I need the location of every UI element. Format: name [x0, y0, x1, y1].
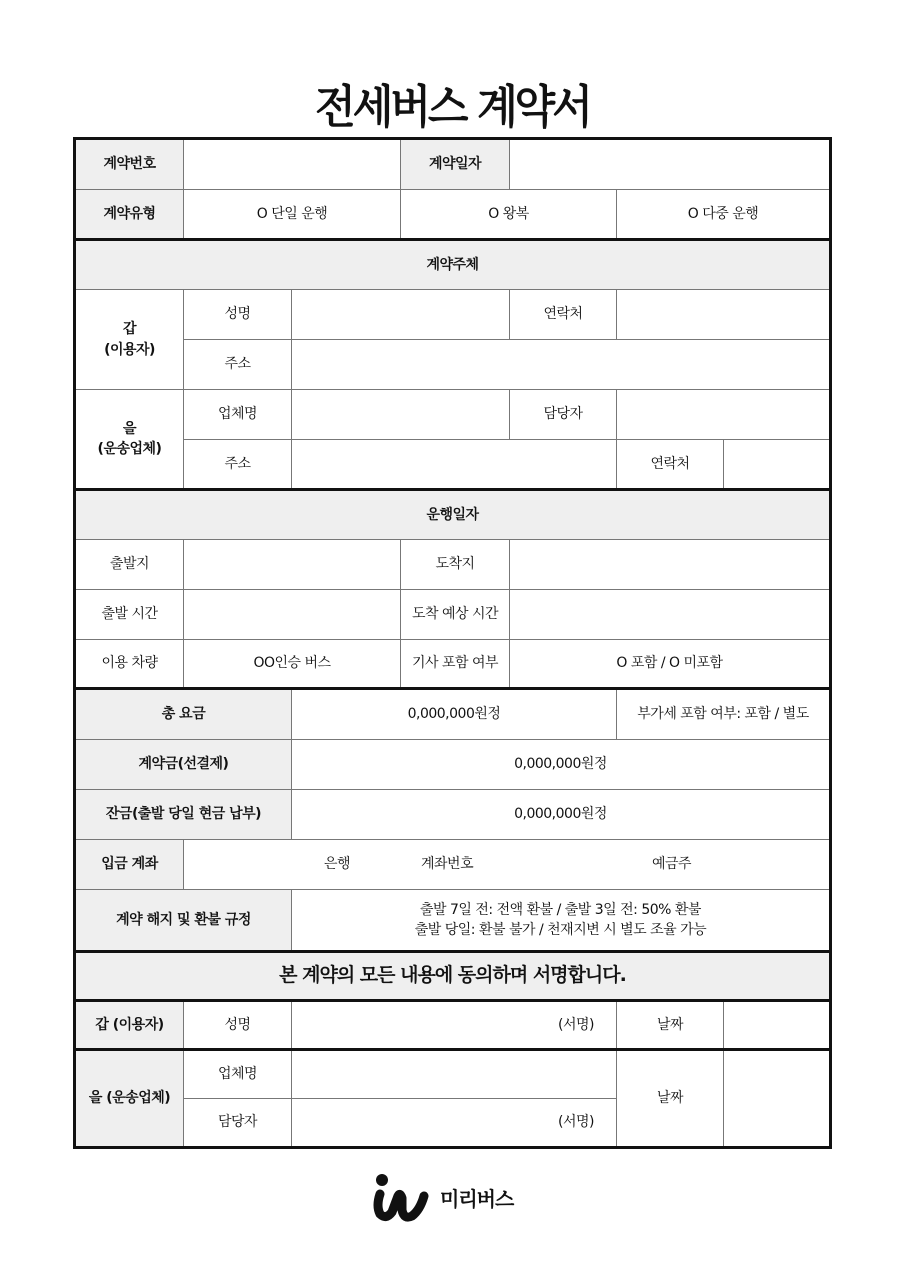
agreement-statement: 본 계약의 모든 내용에 동의하며 서명합니다. [76, 953, 829, 999]
sign-gap-date-field[interactable] [724, 1002, 829, 1048]
balance-field[interactable]: 0,000,000원정 [292, 790, 829, 840]
driver-label: 기사 포함 여부 [401, 640, 510, 687]
deposit-label: 계약금(선결제) [76, 740, 292, 790]
departure-time-field[interactable] [184, 590, 401, 640]
refund-policy-text [292, 890, 829, 950]
party-eul-title: 을 [122, 420, 137, 437]
total-fee-field[interactable]: 0,000,000원정 [292, 690, 617, 740]
gap-address-label: 주소 [184, 340, 292, 390]
holder-label: 예금주 [652, 856, 692, 873]
gap-name-label: 성명 [184, 290, 292, 340]
sign-gap-name-label: 성명 [184, 1002, 292, 1048]
refund-policy-label: 계약 해지 및 환불 규정 [76, 890, 292, 950]
sign-eul-company-label: 업체명 [184, 1051, 292, 1099]
page-title: 전세버스 계약서 [315, 80, 590, 134]
account-label: 입금 계좌 [76, 840, 184, 890]
eul-contact-field[interactable] [724, 440, 829, 488]
refund-line-1: 출발 7일 전: 전액 환불 / 출발 3일 전: 50% 환불 [420, 901, 701, 918]
sign-eul-manager-label: 담당자 [184, 1099, 292, 1146]
eul-manager-label: 담당자 [510, 390, 617, 440]
sign-eul-date-field[interactable] [724, 1051, 829, 1146]
contract-date-label: 계약일자 [401, 140, 510, 190]
parties-section-title: 계약주체 [76, 241, 829, 290]
sign-mark: (서명) [558, 1016, 594, 1033]
party-gap-subtitle: (이용자) [104, 341, 155, 358]
account-no-label: 계좌번호 [421, 856, 474, 873]
eul-manager-field[interactable] [617, 390, 829, 440]
party-eul-subtitle: (운송업체) [97, 441, 162, 457]
gap-address-field[interactable] [292, 340, 829, 390]
contract-date-field[interactable] [510, 140, 829, 190]
sign-mark: (서명) [558, 1114, 594, 1131]
contract-no-label: 계약번호 [76, 140, 184, 190]
gap-contact-label: 연락처 [510, 290, 617, 340]
vat-option[interactable]: 부가세 포함 여부: 포함 / 별도 [617, 690, 829, 740]
account-field[interactable] [184, 840, 829, 890]
sign-eul-company-field[interactable] [292, 1051, 617, 1099]
eul-company-label: 업체명 [184, 390, 292, 440]
arrival-field[interactable] [510, 540, 829, 590]
sign-gap-date-label: 날짜 [617, 1002, 724, 1048]
arrival-time-field[interactable] [510, 590, 829, 640]
brand-name: 미리버스 [440, 1186, 514, 1211]
eul-address-label: 주소 [184, 440, 292, 488]
refund-line-2: 출발 당일: 환불 불가 / 천재지변 시 별도 조율 가능 [414, 922, 707, 938]
driver-option[interactable]: O 포함 / O 미포함 [616, 655, 723, 672]
vehicle-label: 이용 차량 [76, 640, 184, 687]
eul-company-field[interactable] [292, 390, 510, 440]
arrival-label: 도착지 [401, 540, 510, 590]
sign-eul-date-label: 날짜 [617, 1051, 724, 1146]
party-gap-label [76, 290, 184, 390]
contract-form [73, 137, 832, 1149]
arrival-time-label: 도착 예상 시간 [401, 590, 510, 640]
eul-address-field[interactable] [292, 440, 617, 488]
gap-name-field[interactable] [292, 290, 510, 340]
departure-label: 출발지 [76, 540, 184, 590]
sign-eul-manager-field[interactable] [292, 1099, 617, 1146]
operation-section-title: 운행일자 [76, 491, 829, 540]
sign-gap-name-field[interactable] [292, 1002, 617, 1048]
eul-contact-label: 연락처 [617, 440, 724, 488]
contract-type-label: 계약유형 [76, 190, 184, 238]
contract-no-field[interactable] [184, 140, 401, 190]
bank-label: 은행 [324, 856, 351, 873]
party-eul-label [76, 390, 184, 488]
gap-contact-field[interactable] [617, 290, 829, 340]
contract-type-multi[interactable]: O 다중 운행 [687, 205, 759, 222]
departure-time-label: 출발 시간 [76, 590, 184, 640]
deposit-field[interactable]: 0,000,000원정 [292, 740, 829, 790]
vehicle-field[interactable]: OO인승 버스 [184, 640, 401, 687]
sign-gap-label: 갑 (이용자) [76, 1002, 184, 1048]
departure-field[interactable] [184, 540, 401, 590]
iw-logo-icon [372, 1172, 430, 1222]
sign-eul-label: 을 (운송업체) [76, 1051, 184, 1146]
brand-logo [372, 1172, 513, 1222]
contract-type-single[interactable]: O 단일 운행 [184, 190, 401, 238]
total-fee-label: 총 요금 [76, 690, 292, 740]
balance-label: 잔금(출발 당일 현금 납부) [76, 790, 292, 840]
party-gap-title: 갑 [122, 321, 137, 338]
contract-type-roundtrip[interactable]: O 왕복 [401, 190, 617, 238]
